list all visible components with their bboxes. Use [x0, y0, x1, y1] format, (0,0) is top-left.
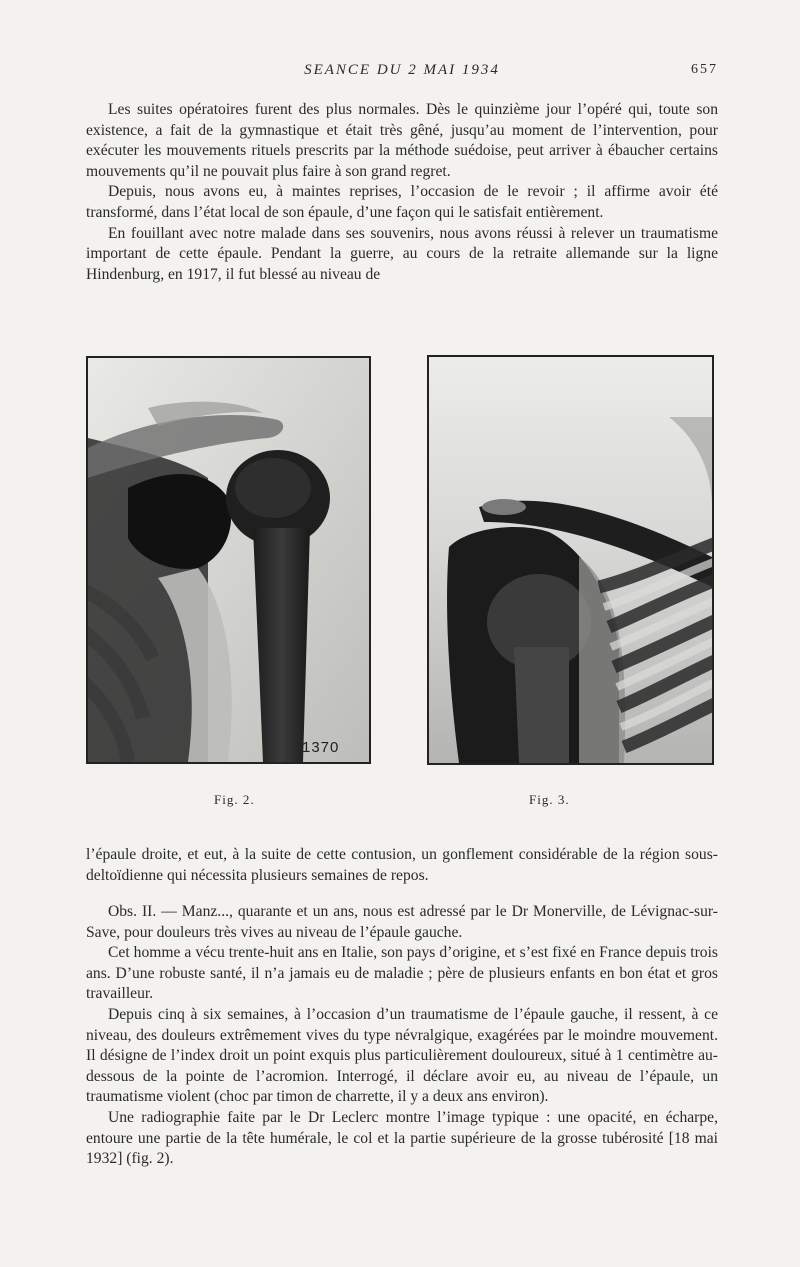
- plate-number: 1370: [302, 739, 340, 756]
- paragraph: Depuis, nous avons eu, à maintes reprises, l’occasion de le revoir ; il affirme avoir été transformé, dans l’état local de son épaule, d’une façon qui le satisfait entièrement.: [86, 183, 718, 221]
- paragraph: Obs. II. — Manz..., quarante et un ans, nous est adressé par le Dr Monerville, de Lévignac-sur-Save, pour douleurs très vives au niveau de l’épaule gauche.: [86, 903, 718, 941]
- running-head: [86, 62, 718, 82]
- page-number: 657: [691, 62, 718, 77]
- paragraph: Cet homme a vécu trente-huit ans en Italie, son pays d’origine, et s’est fixé en France depuis trois ans. D’une robuste santé, il n’a jamais eu de maladie ; père de plusieurs enfants en bon état et gros travailleur.: [86, 944, 718, 1003]
- paragraph: Les suites opératoires furent des plus normales. Dès le quinzième jour l’opéré qui, toute son existence, a fait de la gymnastique et était très gêné, jusqu’au moment de l’intervention, pour exécuter les mouvements rituels prescrits par la méthode suédoise, peut arriver à ébaucher certains mouvements qu’il ne pouvait plus faire à son grand regret.: [86, 101, 718, 180]
- paragraph: Depuis cinq à six semaines, à l’occasion d’un traumatisme de l’épaule gauche, il ressent, à ce niveau, des douleurs extrêmement vives du type névralgique, exagérées par le moindre mouvement. Il désigne de l’index droit un point exquis plus particulièrement douloureux, situé à 1 centimètre au-dessous de la pointe de l’acromion. Interrogé, il déclare avoir eu, au niveau de l’épaule, un traumatisme violent (choc par timon de charrette, il y a deux ans environ).: [86, 1005, 718, 1106]
- paragraph: l’épaule droite, et eut, à la suite de cette contusion, un gonflement considérable de la région sous-deltoïdienne qui nécessita plusieurs semaines de repos.: [86, 846, 718, 884]
- radiograph-figure-3: [427, 355, 714, 765]
- radiograph-figure-2: [86, 356, 371, 764]
- observation-2-text: [86, 902, 718, 1170]
- figure-3-caption: Fig. 3.: [529, 792, 570, 807]
- radiograph-2-image: [88, 358, 369, 762]
- paragraph: Une radiographie faite par le Dr Leclerc montre l’image typique : une opacité, en écharpe, entoure une partie de la tête humérale, le col et la partie supérieure de la grosse tubérosité [18 mai 1932] (fig. 2).: [86, 1108, 718, 1168]
- body-text-middle: [86, 845, 718, 886]
- running-head-title: SEANCE DU 2 MAI 1934: [304, 62, 500, 78]
- figure-2-caption: Fig. 2.: [214, 792, 255, 807]
- body-text-top: [86, 100, 718, 285]
- paragraph: En fouillant avec notre malade dans ses souvenirs, nous avons réussi à relever un traumatisme important de cette épaule. Pendant la guerre, au cours de la retraite allemande sur la ligne Hindenburg, en 1917, il fut blessé au niveau de: [86, 224, 718, 283]
- radiograph-3-image: [429, 357, 712, 763]
